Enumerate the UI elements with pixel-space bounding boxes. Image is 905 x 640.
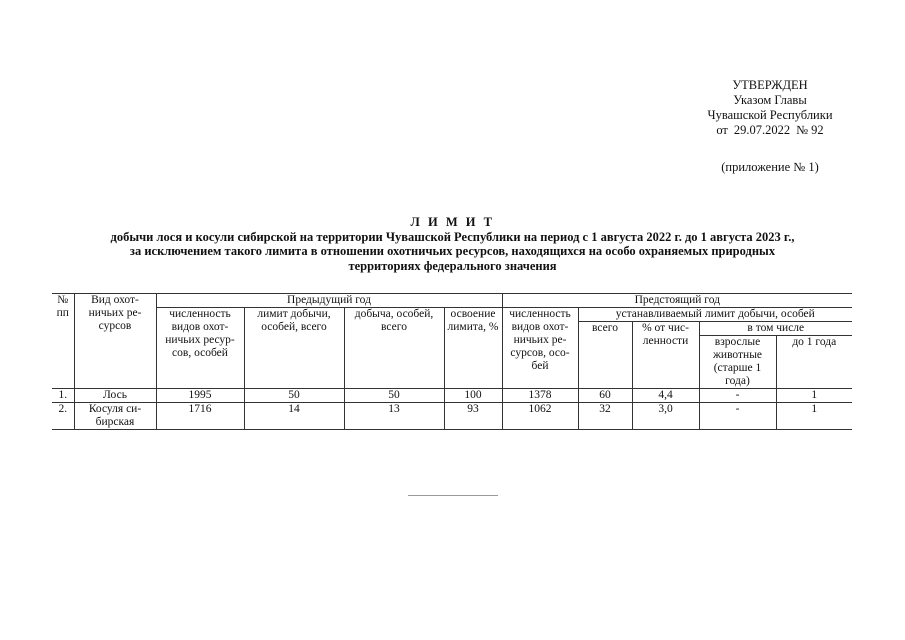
approval-authority: Чувашской Республики [707, 108, 833, 122]
header-next-limit-group: устанавливаемый лимит добычи, особей [578, 308, 852, 322]
header-next-population: численность видов охот-ничьих ре-сурсов, осо-бей [502, 308, 578, 389]
approval-number: № 92 [796, 123, 824, 137]
document-title [40, 215, 865, 273]
title-line-3: территориях федерального значения [348, 258, 557, 273]
annex-label: (приложение № 1) [721, 160, 819, 174]
row-prev-limit: 50 [244, 389, 344, 403]
row-percent: 3,0 [632, 403, 699, 430]
header-adults: взрослые животные (старше 1 года) [699, 336, 776, 389]
row-prev-utilization: 100 [444, 389, 502, 403]
header-previous-year: Предыдущий год [156, 294, 502, 308]
row-under-one: 1 [776, 389, 852, 403]
header-prev-population: численность видов охот-ничьих ресур-сов, особей [156, 308, 244, 389]
row-total: 60 [578, 389, 632, 403]
row-prev-population: 1716 [156, 403, 244, 430]
header-prev-harvest: добыча, особей, всего [344, 308, 444, 389]
table-row [52, 389, 852, 403]
header-total: всего [578, 322, 632, 389]
header-upcoming-year: Предстоящий год [502, 294, 852, 308]
approval-date-prefix: от [716, 123, 728, 137]
approval-date-line [690, 123, 850, 138]
row-prev-harvest: 50 [344, 389, 444, 403]
row-next-population: 1062 [502, 403, 578, 430]
approval-block [690, 78, 850, 138]
header-under-one: до 1 года [776, 336, 852, 389]
title-line-1: добычи лося и косули сибирской на территории Чувашской Республики на период с 1 августа 2022 г. до 1 августа 2023 г., [110, 229, 795, 244]
title-heading: Л И М И Т [410, 215, 495, 229]
row-species: Лось [74, 389, 156, 403]
footer-divider [408, 495, 498, 496]
approval-status: УТВЕРЖДЕН [732, 78, 808, 92]
row-percent: 4,4 [632, 389, 699, 403]
header-species: Вид охот-ничьих ре-сурсов [74, 294, 156, 389]
header-including: в том числе [699, 322, 852, 336]
row-prev-utilization: 93 [444, 403, 502, 430]
row-species: Косуля си-бирская [74, 403, 156, 430]
approval-decree: Указом Главы [733, 93, 807, 107]
row-num: 2. [52, 403, 74, 430]
header-prev-utilization: освоение лимита, % [444, 308, 502, 389]
row-next-population: 1378 [502, 389, 578, 403]
row-num: 1. [52, 389, 74, 403]
limit-table [52, 293, 852, 430]
row-adults: - [699, 389, 776, 403]
approval-date: 29.07.2022 [733, 123, 791, 137]
row-prev-harvest: 13 [344, 403, 444, 430]
row-total: 32 [578, 403, 632, 430]
row-prev-limit: 14 [244, 403, 344, 430]
title-line-2: за исключением такого лимита в отношении охотничьих ресурсов, находящихся на особо охраняемых природных [129, 244, 776, 258]
header-prev-limit: лимит добычи, особей, всего [244, 308, 344, 389]
table-row [52, 403, 852, 430]
header-percent: % от чис-ленности [632, 322, 699, 389]
row-adults: - [699, 403, 776, 430]
row-under-one: 1 [776, 403, 852, 430]
row-prev-population: 1995 [156, 389, 244, 403]
header-num: № пп [52, 294, 74, 389]
